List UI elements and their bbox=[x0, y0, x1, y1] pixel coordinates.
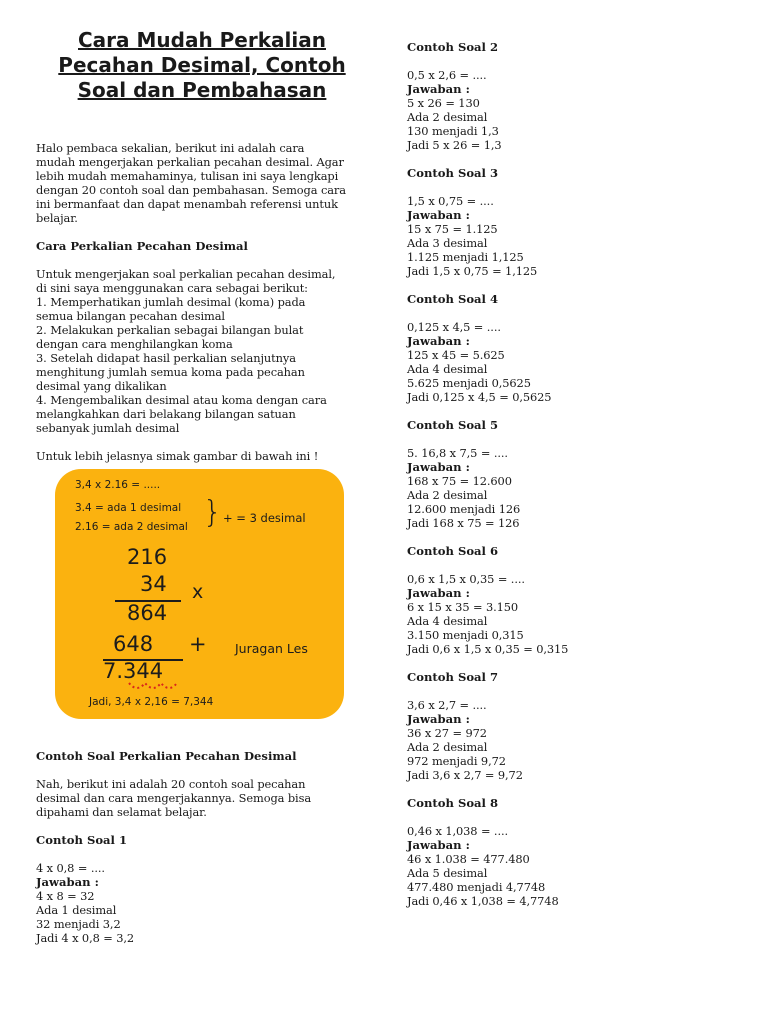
example-heading: Contoh Soal 5 bbox=[407, 418, 499, 432]
answer-label: Jawaban : bbox=[407, 460, 470, 474]
method-line: di sini saya menggunakan cara sebagai berikut: bbox=[36, 281, 308, 295]
example-1 bbox=[36, 833, 366, 945]
method-line: sebanyak jumlah desimal bbox=[36, 421, 180, 435]
example-step: 4 x 8 = 32 bbox=[36, 889, 95, 903]
answer-label: Jawaban : bbox=[407, 82, 470, 96]
answer-label: Jawaban : bbox=[407, 712, 470, 726]
section-heading-examples: Contoh Soal Perkalian Pecahan Desimal bbox=[36, 749, 297, 763]
example-step: 46 x 1.038 = 477.480 bbox=[407, 852, 530, 866]
intro-line: Halo pembaca sekalian, berikut ini adalah cara bbox=[36, 141, 305, 155]
illus-result: Jadi, 3,4 x 2,16 = 7,344 bbox=[89, 696, 214, 708]
decimal-shift-dots-icon bbox=[127, 679, 187, 693]
answer-label: Jawaban : bbox=[407, 208, 470, 222]
intro-line: belajar. bbox=[36, 211, 78, 225]
example-heading: Contoh Soal 8 bbox=[407, 796, 499, 810]
example-heading: Contoh Soal 6 bbox=[407, 544, 499, 558]
intro-line: mudah mengerjakan perkalian pecahan desimal. Agar bbox=[36, 155, 344, 169]
example-step: Ada 4 desimal bbox=[407, 362, 488, 376]
multiply-sign: x bbox=[192, 581, 204, 603]
illus-total-decimal: + = 3 desimal bbox=[223, 511, 306, 525]
answer-label: Jawaban : bbox=[407, 334, 470, 348]
example-step: 130 menjadi 1,3 bbox=[407, 124, 499, 138]
method-line: dengan cara menghilangkan koma bbox=[36, 337, 233, 351]
illus-number-648: 648 bbox=[113, 632, 154, 656]
examples-intro-line: Nah, berikut ini adalah 20 contoh soal pecahan bbox=[36, 777, 306, 791]
answer-label: Jawaban : bbox=[36, 875, 99, 889]
example-step: 12.600 menjadi 126 bbox=[407, 502, 521, 516]
example-step: Ada 2 desimal bbox=[407, 488, 488, 502]
illus-number-7344: 7.344 bbox=[103, 659, 164, 683]
example-question: 0,5 x 2,6 = .... bbox=[407, 68, 487, 82]
example-step: 15 x 75 = 1.125 bbox=[407, 222, 498, 236]
example-question: 0,6 x 1,5 x 0,35 = .... bbox=[407, 572, 525, 586]
example-step: 1.125 menjadi 1,125 bbox=[407, 250, 524, 264]
brace-icon: } bbox=[203, 495, 223, 530]
example-question: 3,6 x 2,7 = .... bbox=[407, 698, 487, 712]
example-step: 6 x 15 x 35 = 3.150 bbox=[407, 600, 519, 614]
method-line: melangkahkan dari belakang bilangan satuan bbox=[36, 407, 296, 421]
title-line-1: Cara Mudah Perkalian bbox=[78, 28, 326, 52]
intro-paragraph bbox=[36, 141, 366, 225]
answer-label: Jawaban : bbox=[407, 586, 470, 600]
example-step: Jadi 4 x 0,8 = 3,2 bbox=[36, 931, 135, 945]
method-line: 4. Mengembalikan desimal atau koma dengan cara bbox=[36, 393, 327, 407]
intro-line: ini bermanfaat dan dapat menambah referensi untuk bbox=[36, 197, 338, 211]
example-heading: Contoh Soal 1 bbox=[36, 833, 128, 847]
example-step: Jadi 0,125 x 4,5 = 0,5625 bbox=[407, 390, 552, 404]
example-step: 125 x 45 = 5.625 bbox=[407, 348, 505, 362]
method-line: desimal yang dikalikan bbox=[36, 379, 167, 393]
title-line-2: Pecahan Desimal, Contoh bbox=[58, 53, 346, 77]
method-line: 1. Memperhatikan jumlah desimal (koma) pada bbox=[36, 295, 306, 309]
example-5 bbox=[407, 418, 747, 530]
example-heading: Contoh Soal 4 bbox=[407, 292, 499, 306]
page-title bbox=[36, 28, 366, 103]
method-line: menghitung jumlah semua koma pada pecahan bbox=[36, 365, 305, 379]
section-heading-method: Cara Perkalian Pecahan Desimal bbox=[36, 239, 248, 253]
example-question: 1,5 x 0,75 = .... bbox=[407, 194, 494, 208]
illus-decimal-1: 3.4 = ada 1 desimal bbox=[75, 502, 182, 514]
example-heading: Contoh Soal 3 bbox=[407, 166, 499, 180]
example-question: 0,125 x 4,5 = .... bbox=[407, 320, 501, 334]
intro-line: dengan 20 contoh soal dan pembahasan. Semoga cara bbox=[36, 183, 346, 197]
example-3 bbox=[407, 166, 747, 278]
title-line-3: Soal dan Pembahasan bbox=[77, 78, 327, 102]
examples-intro bbox=[36, 777, 366, 819]
multiplication-illustration bbox=[55, 469, 344, 719]
illus-number-216: 216 bbox=[127, 545, 168, 569]
example-step: Ada 2 desimal bbox=[407, 740, 488, 754]
method-line: 2. Melakukan perkalian sebagai bilangan bulat bbox=[36, 323, 304, 337]
example-step: 168 x 75 = 12.600 bbox=[407, 474, 512, 488]
example-6 bbox=[407, 544, 747, 656]
example-2 bbox=[407, 40, 747, 152]
illus-number-34: 34 bbox=[140, 572, 167, 596]
left-column bbox=[36, 28, 366, 959]
example-step: Jadi 0,46 x 1,038 = 4,7748 bbox=[407, 894, 559, 908]
illus-decimal-2: 2.16 = ada 2 desimal bbox=[75, 521, 188, 533]
method-line: Untuk mengerjakan soal perkalian pecahan desimal, bbox=[36, 267, 336, 281]
example-step: Jadi 0,6 x 1,5 x 0,35 = 0,315 bbox=[407, 642, 569, 656]
illus-number-864: 864 bbox=[127, 601, 168, 625]
example-step: Ada 4 desimal bbox=[407, 614, 488, 628]
example-step: 477.480 menjadi 4,7748 bbox=[407, 880, 546, 894]
example-step: 3.150 menjadi 0,315 bbox=[407, 628, 524, 642]
examples-intro-line: dipahami dan selamat belajar. bbox=[36, 805, 207, 819]
example-step: Ada 2 desimal bbox=[407, 110, 488, 124]
example-step: Jadi 5 x 26 = 1,3 bbox=[407, 138, 502, 152]
example-4 bbox=[407, 292, 747, 404]
image-intro: Untuk lebih jelasnya simak gambar di bawah ini ! bbox=[36, 449, 319, 463]
example-step: 972 menjadi 9,72 bbox=[407, 754, 506, 768]
example-step: 32 menjadi 3,2 bbox=[36, 917, 121, 931]
example-step: Jadi 1,5 x 0,75 = 1,125 bbox=[407, 264, 538, 278]
intro-line: lebih mudah memahaminya, tulisan ini saya lengkapi bbox=[36, 169, 339, 183]
illus-question: 3,4 x 2.16 = ..... bbox=[75, 479, 161, 491]
example-heading: Contoh Soal 2 bbox=[407, 40, 499, 54]
right-column bbox=[407, 40, 747, 922]
plus-sign: + bbox=[189, 632, 207, 656]
example-step: Jadi 3,6 x 2,7 = 9,72 bbox=[407, 768, 523, 782]
example-step: Jadi 168 x 75 = 126 bbox=[407, 516, 520, 530]
answer-label: Jawaban : bbox=[407, 838, 470, 852]
method-line: 3. Setelah didapat hasil perkalian selanjutnya bbox=[36, 351, 296, 365]
example-7 bbox=[407, 670, 747, 782]
example-step: 5 x 26 = 130 bbox=[407, 96, 480, 110]
example-question: 4 x 0,8 = .... bbox=[36, 861, 105, 875]
example-question: 0,46 x 1,038 = .... bbox=[407, 824, 509, 838]
example-step: Ada 5 desimal bbox=[407, 866, 488, 880]
method-line: semua bilangan pecahan desimal bbox=[36, 309, 225, 323]
method-paragraph bbox=[36, 267, 366, 435]
brand-label: Juragan Les bbox=[235, 641, 308, 656]
example-heading: Contoh Soal 7 bbox=[407, 670, 499, 684]
examples-intro-line: desimal dan cara mengerjakannya. Semoga bisa bbox=[36, 791, 312, 805]
example-step: 5.625 menjadi 0,5625 bbox=[407, 376, 531, 390]
example-question: 5. 16,8 x 7,5 = .... bbox=[407, 446, 508, 460]
example-step: Ada 3 desimal bbox=[407, 236, 488, 250]
example-8 bbox=[407, 796, 747, 908]
example-step: 36 x 27 = 972 bbox=[407, 726, 487, 740]
example-step: Ada 1 desimal bbox=[36, 903, 117, 917]
